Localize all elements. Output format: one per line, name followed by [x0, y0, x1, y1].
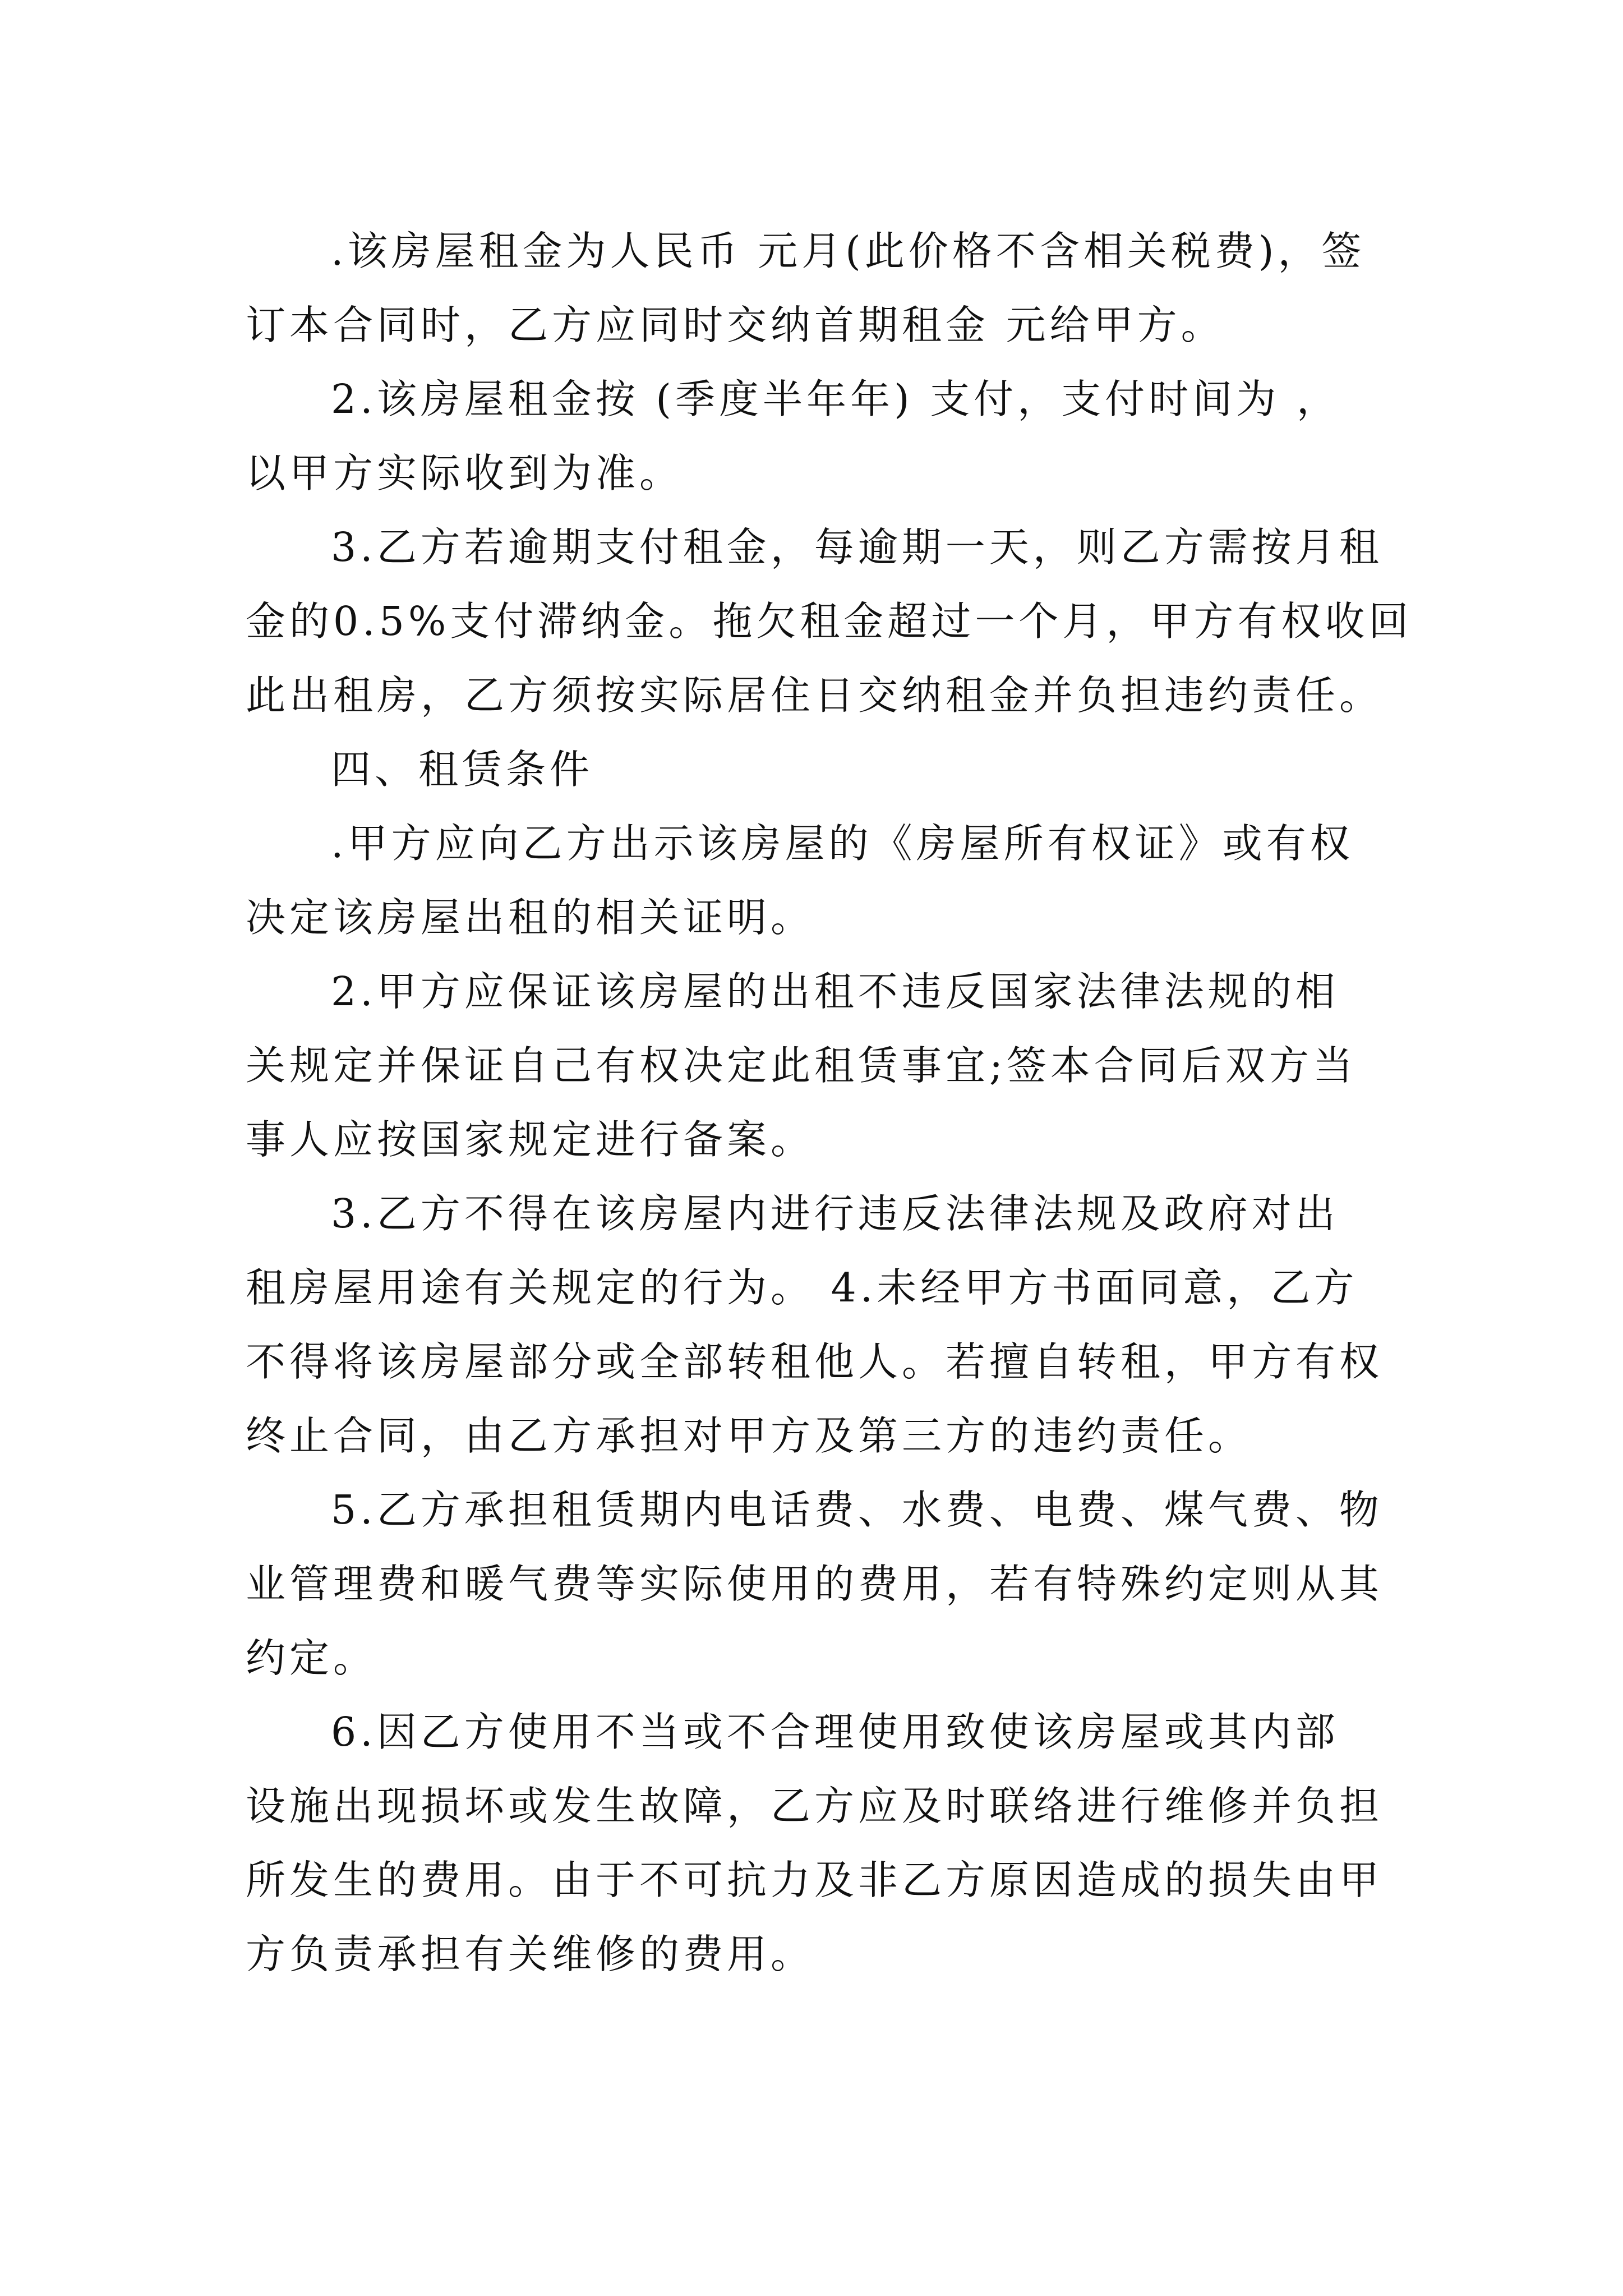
text-line: 业管理费和暖气费等实际使用的费用，若有特殊约定则从其 — [246, 1561, 1384, 1607]
text-line: 设施出现损坏或发生故障，乙方应及时联络进行维修并负担 — [246, 1783, 1384, 1829]
text-line: 金的0.5%支付滞纳金。拖欠租金超过一个月，甲方有权收回 — [246, 598, 1413, 645]
text-line: 不得将该房屋部分或全部转租他人。若擅自转租，甲方有权 — [246, 1338, 1384, 1385]
document-body — [246, 214, 1413, 1991]
text-line: 2.该房屋租金按 (季度半年年) 支付，支付时间为 ， — [331, 376, 1340, 422]
section-heading: 四、租赁条件 — [331, 746, 594, 793]
text-line: 约定。 — [246, 1635, 377, 1681]
text-line: 此出租房，乙方须按实际居住日交纳租金并负担违约责任。 — [246, 672, 1384, 719]
text-line: 2.甲方应保证该房屋的出租不违反国家法律法规的相 — [331, 968, 1339, 1015]
text-line: 终止合同，由乙方承担对甲方及第三方的违约责任。 — [246, 1412, 1252, 1459]
text-line: 以甲方实际收到为准。 — [246, 450, 684, 496]
text-line: 租房屋用途有关规定的行为。 4.未经甲方书面同意，乙方 — [246, 1264, 1358, 1311]
text-line: 订本合同时，乙方应同时交纳首期租金 元给甲方。 — [246, 302, 1225, 348]
text-line: 事人应按国家规定进行备案。 — [246, 1116, 815, 1163]
text-line: 3.乙方不得在该房屋内进行违反法律法规及政府对出 — [331, 1190, 1339, 1237]
text-line: 所发生的费用。由于不可抗力及非乙方原因造成的损失由甲 — [246, 1857, 1384, 1903]
text-line: 3.乙方若逾期支付租金，每逾期一天，则乙方需按月租 — [331, 524, 1383, 570]
text-line: 6.因乙方使用不当或不合理使用致使该房屋或其内部 — [331, 1709, 1339, 1755]
text-line: 方负责承担有关维修的费用。 — [246, 1931, 815, 1977]
text-line: 决定该房屋出租的相关证明。 — [246, 894, 815, 941]
text-line: .甲方应向乙方出示该房屋的《房屋所有权证》或有权 — [331, 820, 1354, 867]
text-line: 5.乙方承担租赁期内电话费、水费、电费、煤气费、物 — [331, 1487, 1383, 1533]
text-line: 关规定并保证自己有权决定此租赁事宜;签本合同后双方当 — [246, 1042, 1357, 1089]
text-line: .该房屋租金为人民币 元月(此价格不含相关税费)，签 — [331, 228, 1366, 274]
